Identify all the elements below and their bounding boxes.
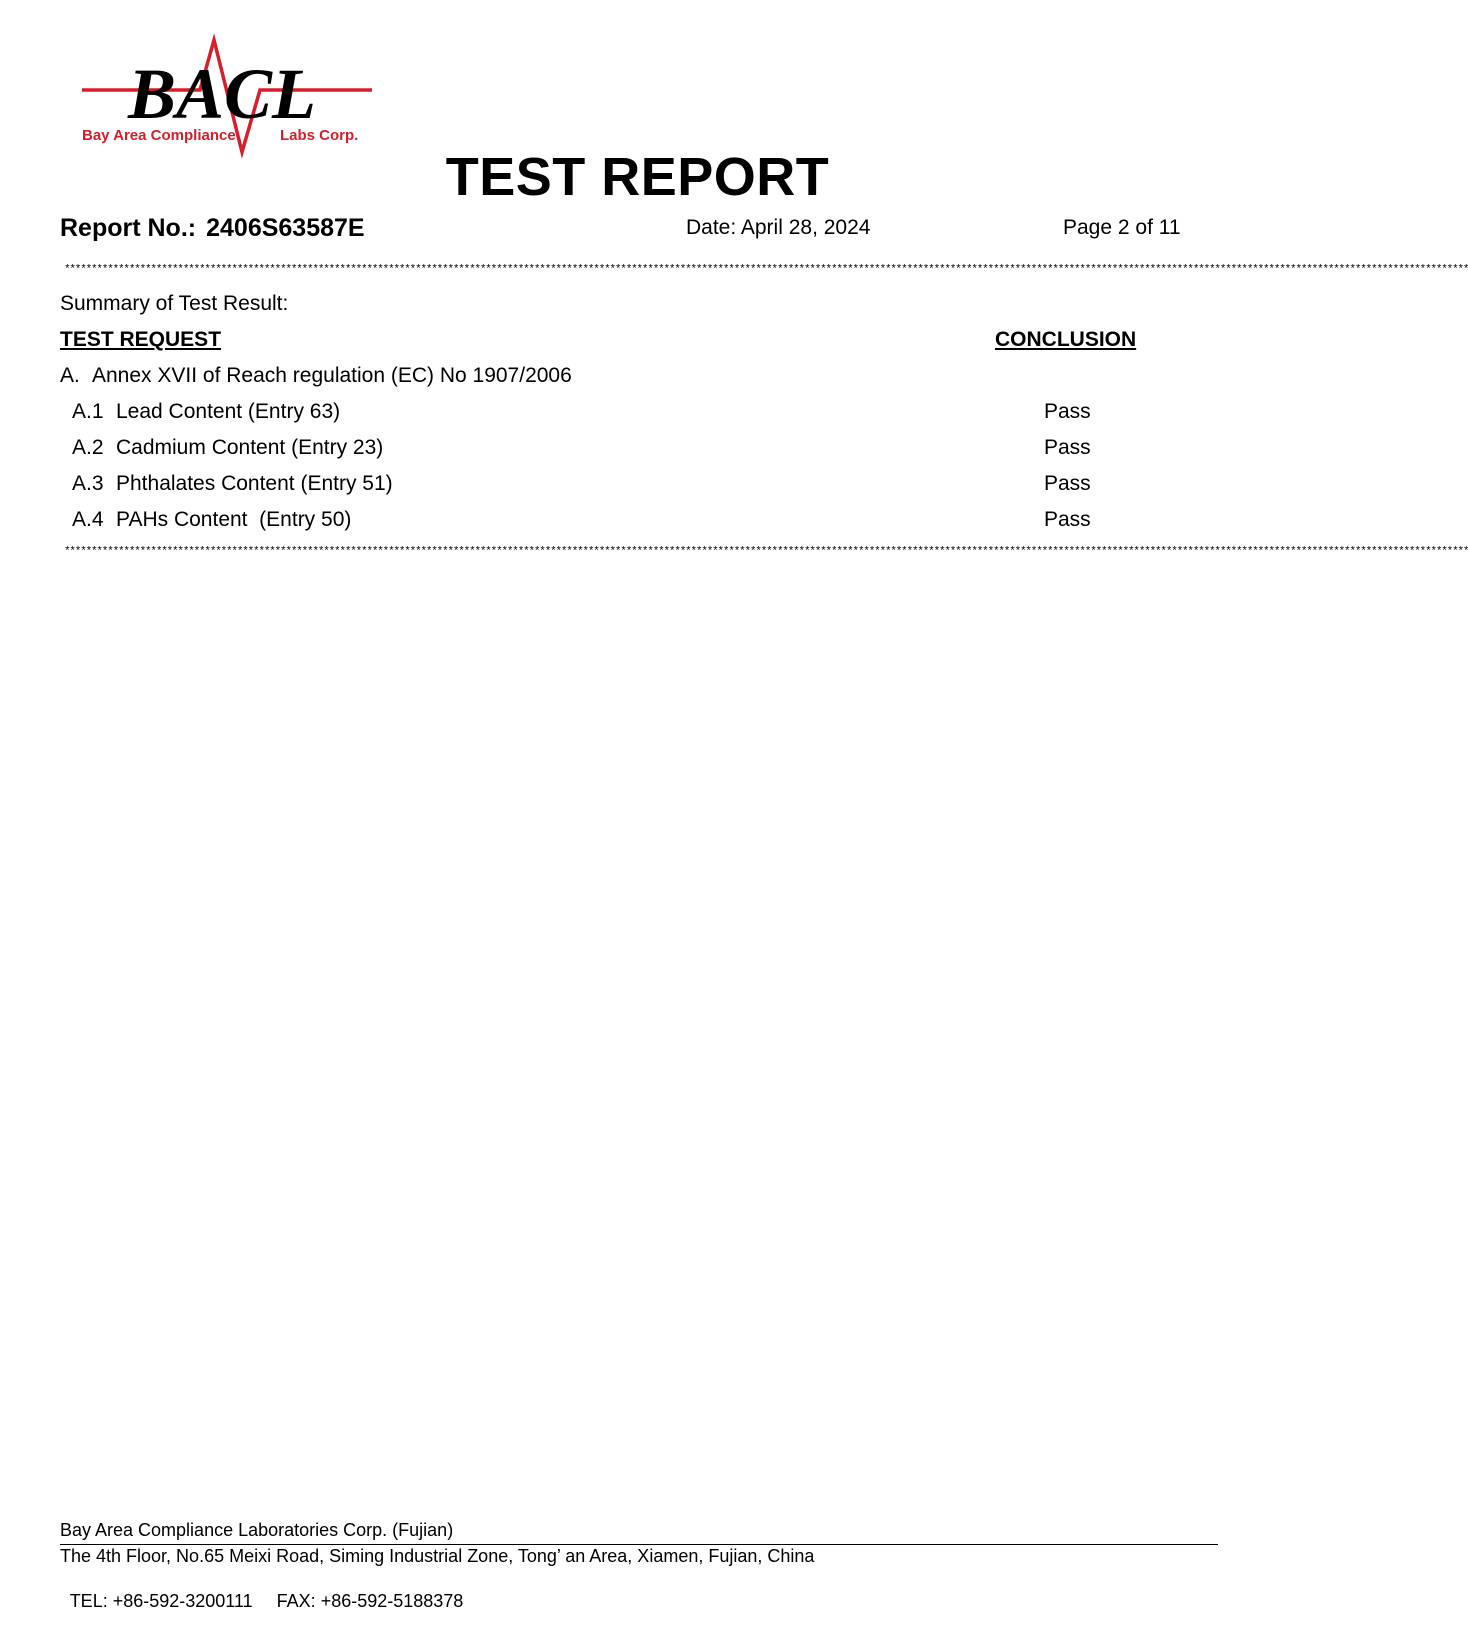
asterisk-divider-top: ******************************************************************************************************************************************************************************************************************************************************************** [64, 264, 1468, 276]
result-row [72, 436, 1212, 466]
row-code: A.1 [72, 400, 104, 423]
footer-tel: TEL: +86-592-3200111 [69, 1591, 253, 1611]
row-name: Cadmium Content (Entry 23) [116, 436, 384, 459]
report-title: TEST REPORT [445, 147, 830, 207]
footer-company: Bay Area Compliance Laboratories Corp. (Fujian) [60, 1520, 454, 1540]
report-date: Date: April 28, 2024 [686, 216, 871, 239]
result-row [72, 508, 1212, 538]
row-name: PAHs Content (Entry 50) [116, 508, 352, 531]
row-code: A.3 [72, 472, 104, 495]
row-result: Pass [1044, 436, 1091, 459]
row-name: Phthalates Content (Entry 51) [116, 472, 393, 495]
report-number-label: Report No.: [60, 214, 197, 242]
result-row [72, 472, 1212, 502]
section-code: A. [60, 364, 80, 387]
logo-letters: BACL [127, 54, 317, 134]
logo-tagline-right: Labs Corp. [280, 127, 359, 144]
asterisk-divider-bottom: ******************************************************************************************************************************************************************************************************************************************************************** [64, 546, 1468, 558]
row-code: A.2 [72, 436, 104, 459]
section-title: Annex XVII of Reach regulation (EC) No 1907/2006 [92, 364, 572, 387]
footer-fax: FAX: +86-592-5188378 [276, 1591, 464, 1611]
report-number-value: 2406S63587E [206, 214, 365, 242]
row-result: Pass [1044, 472, 1091, 495]
page-number: Page 2 of 11 [1063, 216, 1181, 239]
row-name: Lead Content (Entry 63) [116, 400, 341, 423]
footer-divider [60, 1544, 1218, 1545]
bacl-logo [82, 36, 382, 158]
section-heading [60, 364, 572, 388]
row-result: Pass [1044, 508, 1091, 531]
logo-tagline-left: Bay Area Compliance [82, 127, 236, 144]
footer-address: The 4th Floor, No.65 Meixi Road, Siming Industrial Zone, Tong’ an Area, Xiamen, Fujian, China [60, 1546, 815, 1566]
result-row [72, 400, 1212, 430]
report-number [60, 214, 365, 243]
column-header-test-request: TEST REQUEST [60, 328, 222, 351]
footer-contact [60, 1570, 463, 1612]
summary-heading: Summary of Test Result: [60, 292, 289, 315]
row-result: Pass [1044, 400, 1091, 423]
row-code: A.4 [72, 508, 104, 531]
column-header-conclusion: CONCLUSION [995, 328, 1137, 351]
